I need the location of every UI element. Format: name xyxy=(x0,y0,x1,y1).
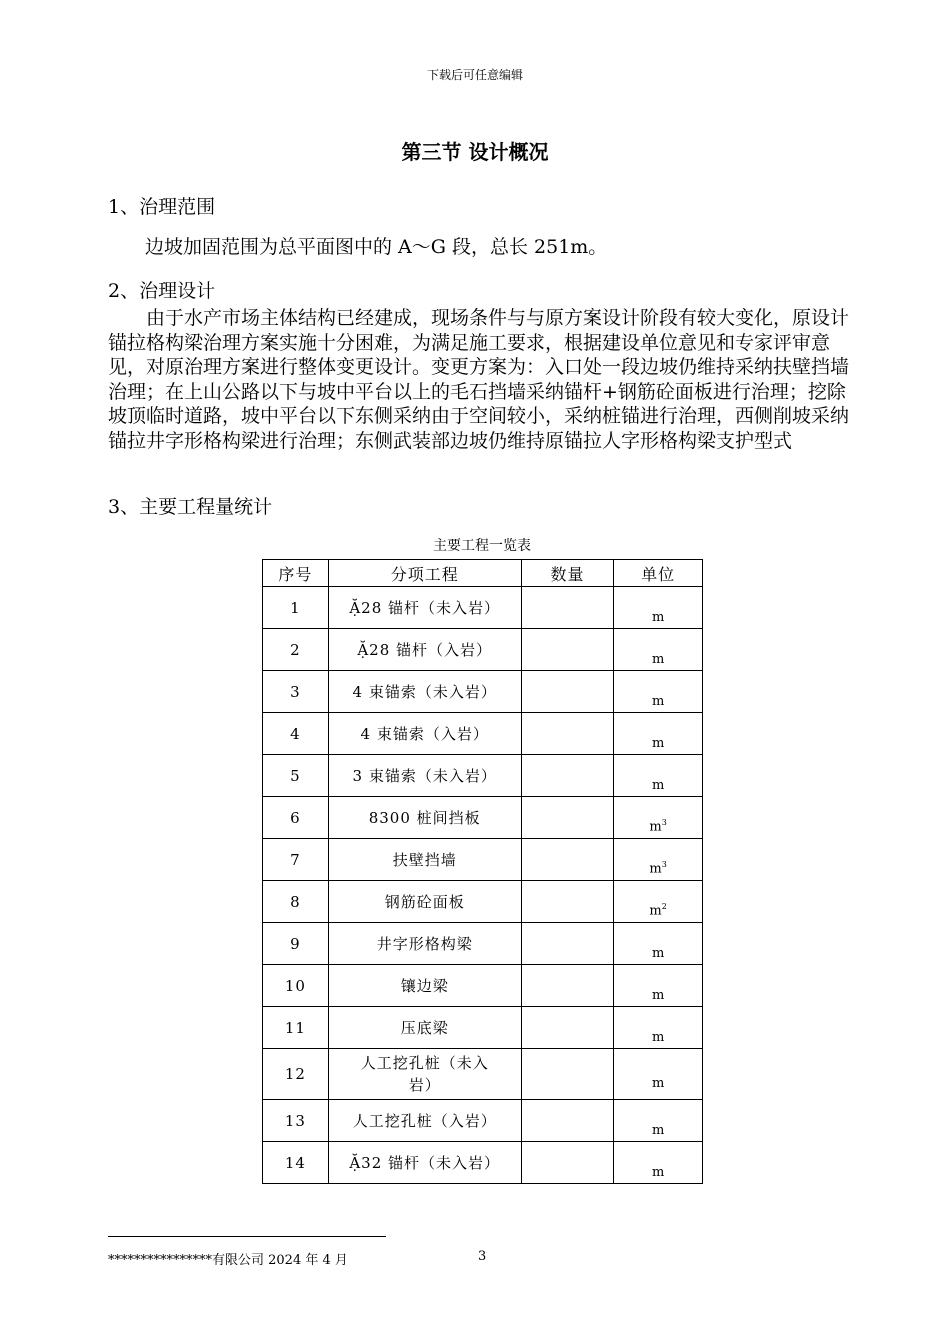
row-number: 3 xyxy=(263,671,329,713)
row-unit-text xyxy=(652,1123,664,1138)
unit-base: m xyxy=(651,735,665,751)
row-unit-text xyxy=(652,736,664,751)
header-qty: 数量 xyxy=(521,560,614,587)
row-unit xyxy=(614,965,703,1007)
row-item xyxy=(328,1100,521,1142)
paragraph-design-text: 由于水产市场主体结构已经建成，现场条件与与原方案设计阶段有较大变化，原设计锚拉格构梁治理方案实施十分困难，为满足施工要求，根据建设单位意见和专家评审意见，对原治理方案进行整体变更设计。变更方案为：入口处一段边坡仍维持采纳扶壁挡墙治理；在上山公路以下与坡中平台以上的毛石挡墙采纳锚杆+钢筋砼面板进行治理；挖除坡顶临时道路，坡中平台以下东侧采纳由于空间较小，采纳桩锚进行治理，西侧削坡采纳锚拉井字形格构梁进行治理；东侧武装部边坡仍维持原锚拉人字形格构梁支护型式 xyxy=(108,307,850,452)
row-number: 1 xyxy=(263,587,329,629)
row-unit xyxy=(614,671,703,713)
row-number: 12 xyxy=(263,1049,329,1100)
heading-quantities: 3、主要工程量统计 xyxy=(108,496,273,518)
row-unit xyxy=(614,587,703,629)
row-number: 14 xyxy=(263,1142,329,1184)
row-item-text: Ặ32 锚杆（未入岩） xyxy=(349,1153,501,1172)
row-item xyxy=(328,671,521,713)
header-item: 分项工程 xyxy=(328,560,521,587)
row-item-text: 8300 桩间挡板 xyxy=(368,808,481,827)
table-row xyxy=(263,881,703,923)
quantities-table xyxy=(262,559,703,1184)
row-number: 2 xyxy=(263,629,329,671)
row-unit-text xyxy=(652,1030,664,1045)
row-unit-text xyxy=(649,902,666,918)
row-unit-text xyxy=(652,778,664,793)
table-caption: 主要工程一览表 xyxy=(433,538,531,554)
unit-base: m xyxy=(651,777,665,793)
row-number: 4 xyxy=(263,713,329,755)
paragraph-design xyxy=(108,306,858,454)
row-item-text: 4 束锚索（未入岩） xyxy=(352,682,497,701)
table-row xyxy=(263,923,703,965)
row-item-text: 压底梁 xyxy=(400,1018,449,1037)
row-item-text: Ặ28 锚杆（入岩） xyxy=(357,640,493,659)
row-quantity xyxy=(521,923,614,965)
row-item xyxy=(328,755,521,797)
section-title: 第三节 设计概况 xyxy=(401,140,549,164)
row-unit xyxy=(614,923,703,965)
row-unit-text xyxy=(652,1076,664,1091)
footer-company: ****************有限公司 2024 年 4 月 xyxy=(108,1253,348,1268)
row-unit-text xyxy=(649,860,666,876)
row-unit xyxy=(614,629,703,671)
row-quantity xyxy=(521,839,614,881)
table-row xyxy=(263,713,703,755)
row-unit xyxy=(614,881,703,923)
row-item xyxy=(328,881,521,923)
unit-base: m xyxy=(651,1122,665,1138)
unit-base: m xyxy=(649,903,662,919)
row-quantity xyxy=(521,671,614,713)
table-row xyxy=(263,1142,703,1184)
row-unit-text xyxy=(652,1165,664,1180)
row-item-text: Ặ28 锚杆（未入岩） xyxy=(349,598,501,617)
paragraph-scope: 边坡加固范围为总平面图中的 A～G 段，总长 251m。 xyxy=(145,236,608,258)
row-quantity xyxy=(521,1142,614,1184)
row-quantity xyxy=(521,797,614,839)
page-number: 3 xyxy=(478,1249,487,1264)
header-note: 下载后可任意编辑 xyxy=(426,68,523,82)
table-body xyxy=(263,587,703,1184)
unit-exponent: 3 xyxy=(661,818,667,828)
row-item xyxy=(328,923,521,965)
heading-design: 2、治理设计 xyxy=(108,280,216,302)
row-item xyxy=(328,1142,521,1184)
unit-base: m xyxy=(651,1164,665,1180)
row-quantity xyxy=(521,881,614,923)
row-item-text: 镶边梁 xyxy=(400,976,449,995)
row-item-text: 人工挖孔桩（入岩） xyxy=(352,1111,497,1130)
row-number: 11 xyxy=(263,1007,329,1049)
unit-base: m xyxy=(651,609,665,625)
row-quantity xyxy=(521,1100,614,1142)
footer-divider xyxy=(108,1236,386,1237)
unit-base: m xyxy=(651,1029,665,1045)
row-number: 13 xyxy=(263,1100,329,1142)
row-item xyxy=(328,965,521,1007)
heading-scope: 1、治理范围 xyxy=(108,196,216,218)
unit-exponent: 3 xyxy=(661,860,667,870)
row-unit-text xyxy=(652,652,664,667)
table-row xyxy=(263,839,703,881)
table-row xyxy=(263,671,703,713)
row-unit-text xyxy=(652,988,664,1003)
row-number: 8 xyxy=(263,881,329,923)
table-row xyxy=(263,1100,703,1142)
row-unit-text xyxy=(649,818,666,834)
row-unit-text xyxy=(652,610,664,625)
row-item-text: 井字形格构梁 xyxy=(376,934,473,953)
unit-base: m xyxy=(651,945,665,961)
row-item-text: 人工挖孔桩（未入岩） xyxy=(360,1054,489,1094)
row-unit xyxy=(614,1049,703,1100)
row-quantity xyxy=(521,1049,614,1100)
unit-base: m xyxy=(649,861,662,877)
header-no: 序号 xyxy=(263,560,329,587)
header-unit: 单位 xyxy=(614,560,703,587)
row-unit xyxy=(614,713,703,755)
row-item xyxy=(328,797,521,839)
row-quantity xyxy=(521,713,614,755)
table-row xyxy=(263,587,703,629)
row-item xyxy=(328,713,521,755)
row-unit xyxy=(614,839,703,881)
row-item xyxy=(328,839,521,881)
row-item xyxy=(328,629,521,671)
row-number: 7 xyxy=(263,839,329,881)
row-item xyxy=(328,1049,521,1100)
row-unit xyxy=(614,797,703,839)
table-header-row xyxy=(263,560,703,587)
row-item-text: 钢筋砼面板 xyxy=(384,892,465,911)
table-row xyxy=(263,755,703,797)
row-unit-text xyxy=(652,946,664,961)
row-number: 10 xyxy=(263,965,329,1007)
row-unit xyxy=(614,755,703,797)
row-number: 5 xyxy=(263,755,329,797)
row-item-text: 4 束锚索（入岩） xyxy=(360,724,489,743)
table-row xyxy=(263,1049,703,1100)
row-number: 6 xyxy=(263,797,329,839)
unit-exponent: 2 xyxy=(661,902,667,912)
row-number: 9 xyxy=(263,923,329,965)
unit-base: m xyxy=(651,1076,665,1091)
row-unit xyxy=(614,1142,703,1184)
table-row xyxy=(263,965,703,1007)
unit-base: m xyxy=(651,651,665,667)
table-row xyxy=(263,629,703,671)
row-quantity xyxy=(521,1007,614,1049)
row-quantity xyxy=(521,755,614,797)
unit-base: m xyxy=(649,819,662,835)
row-quantity xyxy=(521,629,614,671)
row-item xyxy=(328,1007,521,1049)
table-row xyxy=(263,797,703,839)
row-quantity xyxy=(521,965,614,1007)
row-unit xyxy=(614,1100,703,1142)
row-unit-text xyxy=(652,694,664,709)
row-item-text: 3 束锚索（未入岩） xyxy=(352,766,497,785)
row-item-text: 扶壁挡墙 xyxy=(392,850,457,869)
unit-base: m xyxy=(651,987,665,1003)
row-unit xyxy=(614,1007,703,1049)
row-item xyxy=(328,587,521,629)
row-quantity xyxy=(521,587,614,629)
unit-base: m xyxy=(651,693,665,709)
table-row xyxy=(263,1007,703,1049)
